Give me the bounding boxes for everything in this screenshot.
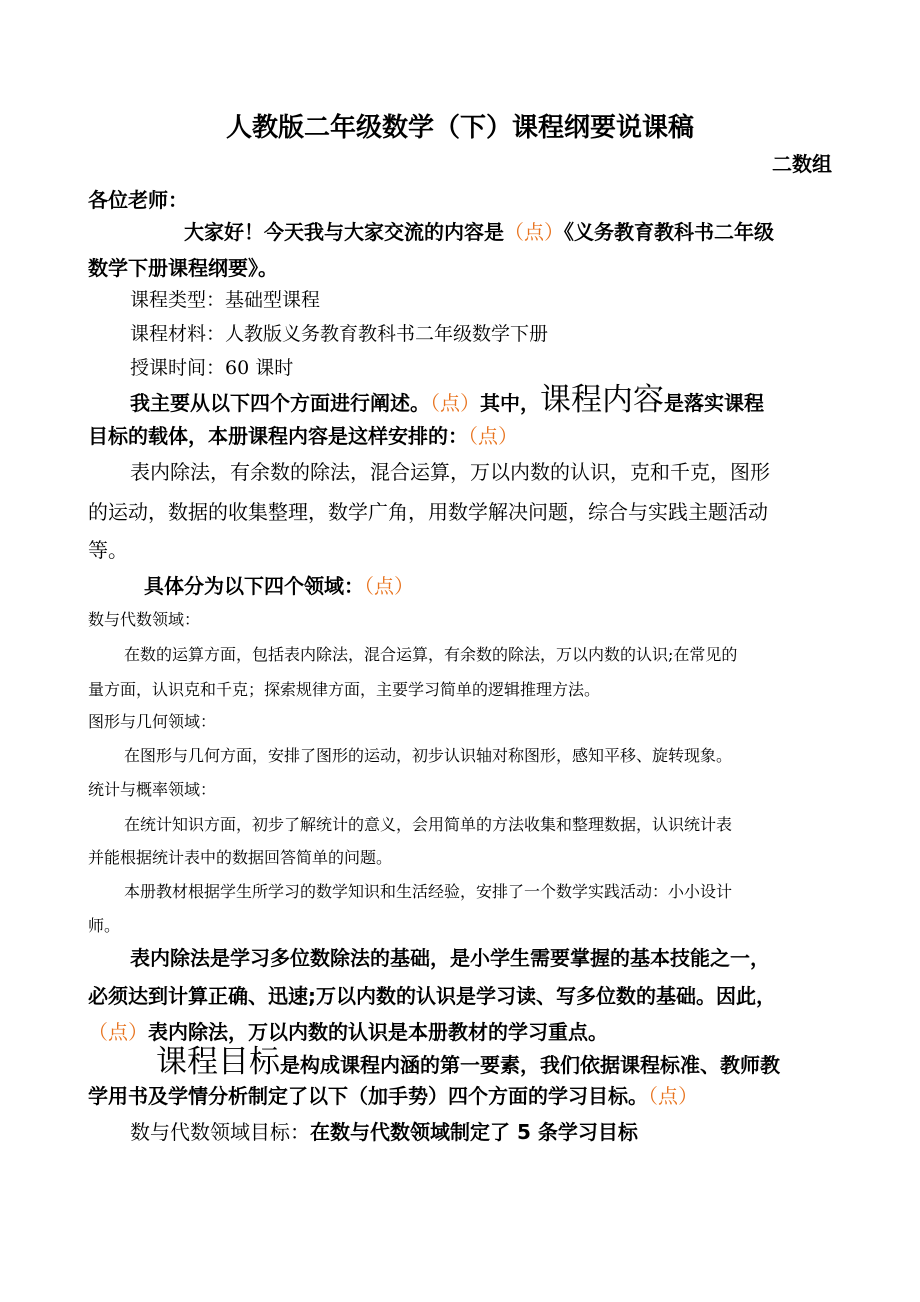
domains-intro-text: 具体分为以下四个领域： xyxy=(144,574,364,598)
course-material: 课程材料：人教版义务教育教科书二年级数学下册 xyxy=(130,323,549,345)
intro-lead: 大家好！今天我与大家交流的内容是 xyxy=(184,220,504,244)
dot-marker: （点） xyxy=(648,1084,698,1108)
dot-marker: （点） xyxy=(364,574,414,598)
goals-line-2 xyxy=(88,1078,698,1114)
contents-line-1: 表内除法，有余数的除法，混合运算，万以内数的认识，克和千克，图形 xyxy=(130,460,770,484)
overview-lead: 我主要从以下四个方面进行阐述。 xyxy=(130,391,430,415)
algebra-goals-text: 在数与代数领域制定了 5 条学习目标 xyxy=(310,1120,638,1144)
contents-line-2: 的运动，数据的收集整理，数学广角，用数学解决问题，综合与实践主题活动 xyxy=(88,500,768,524)
keypoints-line-3-text: 表内除法，万以内数的认识是本册教材的学习重点。 xyxy=(148,1020,608,1044)
overview-line-2 xyxy=(88,418,518,454)
intro-book-1: 《义务教育教科书二年级 xyxy=(564,220,774,244)
geometry-line-1: 在图形与几何方面，安排了图形的运动，初步认识轴对称图形，感知平移、旋转现象。 xyxy=(124,746,733,765)
overview-tail: 是落实课程 xyxy=(664,391,764,415)
practice-line-1: 本册教材根据学生所学习的数学知识和生活经验，安排了一个数学实践活动：小小设计 xyxy=(124,882,733,901)
algebra-domain-title: 数与代数领域： xyxy=(88,610,201,629)
algebra-goals-line xyxy=(130,1114,638,1150)
practice-line-2: 师。 xyxy=(88,916,121,935)
goals-line-1-tail: 是构成课程内涵的第一要素，我们依据课程标准、教师教 xyxy=(280,1053,780,1077)
algebra-goals-label: 数与代数领域目标： xyxy=(130,1120,310,1144)
group-name: 二数组 xyxy=(772,152,832,176)
stats-line-2: 并能根据统计表中的数据回答简单的问题。 xyxy=(88,848,393,867)
goals-line-2-text: 学用书及学情分析制定了以下（加手势）四个方面的学习目标。 xyxy=(88,1084,648,1108)
geometry-domain-title: 图形与几何领域： xyxy=(88,712,217,731)
overview-line-2-text: 目标的载体，本册课程内容是这样安排的： xyxy=(88,424,468,448)
course-time: 授课时间：60 课时 xyxy=(130,357,294,379)
dot-marker: （点） xyxy=(468,424,518,448)
algebra-line-2: 量方面，认识克和千克；探索规律方面，主要学习简单的逻辑推理方法。 xyxy=(88,680,601,699)
overview-mid: 其中， xyxy=(480,391,540,415)
keypoints-line-1: 表内除法是学习多位数除法的基础，是小学生需要掌握的基本技能之一， xyxy=(130,946,770,970)
dot-marker: （点） xyxy=(430,391,480,415)
stats-domain-title: 统计与概率领域： xyxy=(88,780,217,799)
intro-line-2: 数学下册课程纲要》。 xyxy=(88,256,278,280)
course-goals-heading: 课程目标 xyxy=(156,1044,280,1080)
course-type: 课程类型：基础型课程 xyxy=(130,289,321,311)
course-content-heading: 课程内容 xyxy=(540,382,664,418)
intro-line-1 xyxy=(184,214,774,250)
dot-marker: （点） xyxy=(88,1020,148,1044)
algebra-line-1: 在数的运算方面，包括表内除法，混合运算，有余数的除法，万以内数的认识;在常见的 xyxy=(124,645,738,664)
keypoints-line-2: 必须达到计算正确、迅速;万以内数的认识是学习读、写多位数的基础。因此， xyxy=(88,984,776,1008)
domains-intro xyxy=(144,568,414,604)
document-title: 人教版二年级数学（下）课程纲要说课稿 xyxy=(225,113,694,143)
overview-line-1 xyxy=(130,380,764,423)
dot-marker: （点） xyxy=(504,220,564,244)
greeting: 各位老师： xyxy=(88,188,188,212)
stats-line-1: 在统计知识方面，初步了解统计的意义，会用简单的方法收集和整理数据，认识统计表 xyxy=(124,815,733,834)
contents-line-3: 等。 xyxy=(88,538,128,562)
